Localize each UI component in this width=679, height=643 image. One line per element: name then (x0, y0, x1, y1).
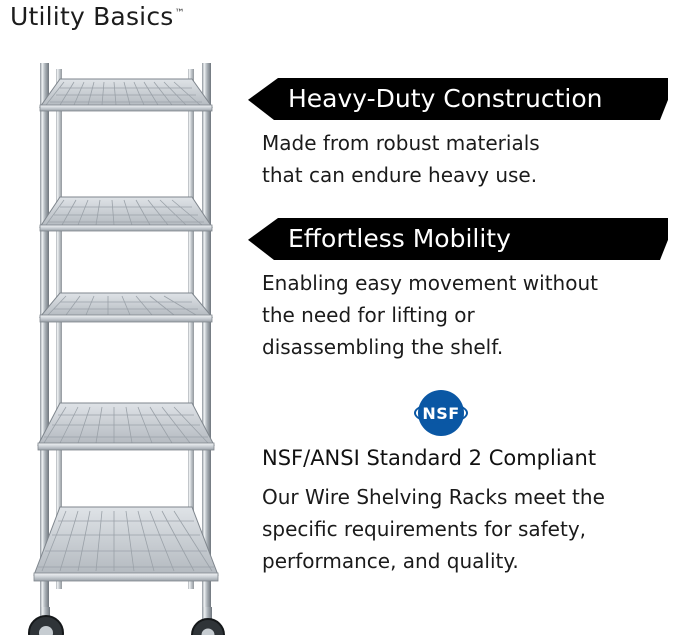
shelf-3 (40, 293, 212, 322)
caster-right (192, 607, 224, 635)
shelf-5 (34, 507, 218, 581)
certification-line-3: performance, and quality. (262, 549, 519, 573)
feature-2-line-2: the need for lifting or (262, 303, 475, 327)
feature-banner-2 (248, 218, 668, 260)
nsf-icon (418, 390, 464, 436)
shelf-2 (40, 197, 212, 231)
nsf-badge-text: NSF (422, 403, 460, 423)
rack-post-left (40, 63, 49, 611)
certification-line-2: specific requirements for safety, (262, 517, 587, 541)
feature-column (248, 78, 668, 580)
trademark-symbol: ™ (174, 7, 185, 19)
certification-line-1: Our Wire Shelving Racks meet the (262, 485, 605, 509)
feature-banner-1 (248, 78, 668, 120)
product-image (12, 55, 242, 635)
brand-name: Utility Basics (10, 2, 174, 31)
shelf-4 (38, 403, 214, 450)
feature-banner-2-label: Effortless Mobility (288, 224, 511, 253)
feature-2-line-3: disassembling the shelf. (262, 335, 504, 359)
feature-1-line-1: Made from robust materials (262, 131, 540, 155)
feature-banner-1-label: Heavy-Duty Construction (288, 84, 603, 113)
feature-1-line-2: that can endure heavy use. (262, 163, 538, 187)
shelf-1 (40, 79, 212, 111)
feature-2-line-1: Enabling easy movement without (262, 271, 598, 295)
brand-title (10, 2, 185, 31)
certification-headline: NSF/ANSI Standard 2 Compliant (262, 446, 597, 470)
caster-left (29, 607, 63, 635)
rack-post-right (202, 63, 211, 611)
nsf-badge-wrapper (418, 390, 668, 436)
